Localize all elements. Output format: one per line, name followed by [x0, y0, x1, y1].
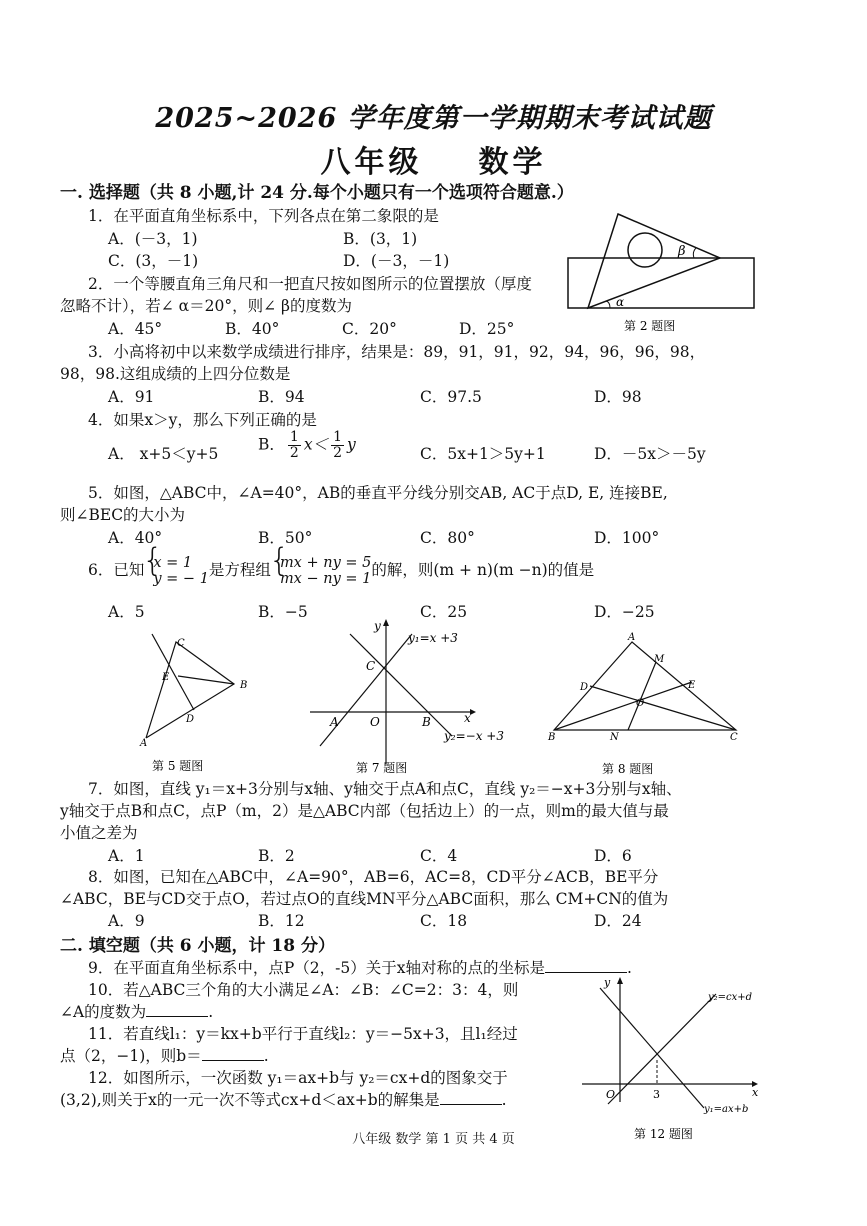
- origin-label-q12: O: [606, 1088, 616, 1101]
- q9-text: 9．在平面直角坐标系中，点P（2，-5）关于x轴对称的点的坐标是: [88, 959, 545, 977]
- q6-option-a: A．5: [108, 603, 145, 621]
- point-d-label-q8: D: [580, 682, 589, 693]
- q11-answer-blank[interactable]: [202, 1046, 264, 1061]
- triangle-ruler-shape: [588, 214, 720, 308]
- q12-line2: [60, 1088, 507, 1110]
- q4-stem: 4．如果x＞y，那么下列正确的是: [88, 411, 317, 429]
- q11-line2-text: 点（2，−1)，则b＝: [60, 1047, 202, 1065]
- q5-line2: 则∠BEC的大小为: [60, 506, 186, 524]
- alpha-label: α: [616, 295, 625, 309]
- x-axis-label-q12: x: [752, 1086, 759, 1099]
- q4-b-frac-1: $\frac{1}{2}$: [289, 429, 299, 461]
- q6-option-d: D．−25: [594, 603, 655, 621]
- q1-option-c: C．(3，－1): [108, 252, 199, 270]
- q11-line2: [60, 1044, 269, 1066]
- q10-line2: [60, 1000, 213, 1022]
- origin-label-q7: O: [370, 715, 380, 729]
- point-n-label-q8: N: [610, 732, 619, 743]
- q3-line1: 3．小高将初中以来数学成绩进行排序，结果是：89，91，91，92，94，96，96，98，: [88, 343, 706, 361]
- point-e-label-q8: E: [688, 680, 696, 691]
- line-y2-q12: [608, 994, 716, 1104]
- q7-option-a: A．1: [108, 847, 145, 865]
- q2-caption: 第 2 题图: [624, 319, 676, 333]
- figure-q12: [580, 970, 770, 1145]
- q12-caption: 第 12 题图: [634, 1127, 693, 1141]
- q12-answer-blank[interactable]: [440, 1090, 502, 1105]
- q5-option-b: B．50°: [258, 529, 313, 547]
- q1-option-d: D．(－3，－1): [343, 252, 450, 270]
- line-y2-label-q12: y₂=cx+d: [708, 992, 753, 1003]
- point-d-label: D: [186, 714, 195, 725]
- x-axis-label-q7: x: [464, 711, 471, 725]
- q2-line2: 忽略不计），若∠ α＝20°，则∠ β的度数为: [60, 297, 352, 315]
- point-a-label: A: [140, 738, 148, 749]
- point-c-label-q8: C: [730, 732, 738, 743]
- q8-caption: 第 8 题图: [602, 762, 654, 776]
- q7-caption: 第 7 题图: [356, 761, 408, 775]
- point-b-label-q8: B: [548, 732, 556, 743]
- exam-title: 2025~2026 学年度第一学期期末考试试题: [155, 103, 712, 134]
- line-y1-label: y₁=x +3: [408, 631, 458, 645]
- q6-mid: 是方程组: [208, 561, 271, 579]
- q12-line1: 12．如图所示，一次函数 y₁＝ax+b与 y₂＝cx+d的图象交于: [88, 1069, 508, 1087]
- q7-option-d: D．6: [594, 847, 632, 865]
- q5-line1: 5．如图，△ABC中，∠A=40°，AB的垂直平分线分别交AB, AC于点D, E, 连接BE,: [88, 484, 668, 502]
- q12-line2-text: (3,2),则关于x的一元一次不等式cx+d＜ax+b的解集是: [60, 1091, 440, 1109]
- q4-option-b: [258, 430, 356, 461]
- q4-b-frac-2: $\frac{1}{2}$: [333, 429, 342, 461]
- q1-option-a: A．(－3，1): [108, 230, 198, 248]
- q2-option-c: C．20°: [342, 320, 397, 338]
- grade-subject: [0, 137, 867, 181]
- q3-option-d: D．98: [594, 388, 642, 406]
- x-tick-3-label: 3: [653, 1088, 660, 1101]
- q7-line2: y轴交于点B和点C，点P（m，2）是△ABC内部（包括边上）的一点，则m的最大值与最: [60, 802, 669, 820]
- point-m-label-q8: M: [654, 654, 665, 665]
- y-axis-arrow-q12: [617, 977, 623, 984]
- figure-q7: [300, 614, 540, 778]
- q8-line2: ∠ABC，BE与CD交于点O，若过点O的直线MN平分△ABC面积，那么 CM+CN的值为: [60, 890, 669, 908]
- point-b-label: B: [240, 680, 248, 691]
- q11-line1: 11．若直线l₁：y＝kx+b平行于直线l₂：y＝−5x+3，且l₁经过: [88, 1025, 518, 1043]
- section-1-title: 一. 选择题（共 8 小题,计 24 分.每个小题只有一个选项符合题意.）: [60, 183, 574, 203]
- q5-caption: 第 5 题图: [152, 759, 204, 773]
- q2-option-d: D．25°: [459, 320, 515, 338]
- q6-system: { mx + ny = 5 mx − ny = 1: [271, 555, 371, 587]
- q6-stem: [88, 555, 594, 587]
- q5-option-c: C．80°: [420, 529, 475, 547]
- point-a-label-q7: A: [330, 715, 339, 729]
- figure-q8: [540, 632, 760, 778]
- q5-option-a: A．40°: [108, 529, 163, 547]
- q4-b-x: x＜: [303, 435, 329, 454]
- beta-label: β: [678, 244, 686, 259]
- q8-option-a: A．9: [108, 912, 145, 930]
- point-c-label: C: [177, 638, 185, 649]
- point-o-label-q8: O: [636, 698, 645, 709]
- point-b-label-q7: B: [422, 715, 431, 729]
- q3-line2: 98，98.这组成绩的上四分位数是: [60, 365, 291, 383]
- point-c-label-q7: C: [366, 659, 376, 673]
- point-a-label-q8: A: [628, 632, 636, 643]
- q3-option-c: C．97.5: [420, 388, 482, 406]
- figure-q5: [130, 628, 270, 778]
- q6-suffix: 的解，则(m + n)(m −n)的值是: [371, 561, 595, 579]
- beta-arc: [693, 248, 696, 258]
- q7-option-b: B．2: [258, 847, 295, 865]
- q10-line1: 10．若△ABC三个角的大小满足∠A：∠B：∠C=2：3：4，则: [88, 981, 519, 999]
- x-axis-arrow-q7: [470, 709, 476, 715]
- q1-stem: 1．在平面直角坐标系中，下列各点在第二象限的是: [88, 207, 439, 225]
- q12-end: .: [501, 1091, 507, 1109]
- q7-line1: 7．如图，直线 y₁＝x+3分别与x轴、y轴交于点A和点C，直线 y₂＝−x+3分别与x轴、: [88, 780, 682, 798]
- line-y1-label-q12: y₁=ax+b: [704, 1104, 749, 1115]
- q9-stem: [88, 956, 632, 978]
- section-2-title: 二. 填空题（共 6 小题，计 18 分）: [60, 936, 335, 956]
- q2-option-a: A．45°: [108, 320, 163, 338]
- y-axis-arrow-q7: [383, 619, 389, 626]
- q7-option-c: C．4: [420, 847, 458, 865]
- q4-option-d: D．－5x＞－5y: [594, 445, 706, 463]
- y-axis-label-q7: y: [374, 619, 381, 633]
- line-y2-label: y₂=−x +3: [444, 729, 504, 743]
- q8-line1: 8．如图，已知在△ABC中，∠A=90°，AB=6，AC=8，CD平分∠ACB，BE平分: [88, 868, 659, 886]
- point-e-label: E: [162, 672, 170, 683]
- q1-option-b: B．(3，1): [343, 230, 418, 248]
- q4-option-c: C．5x+1＞5y+1: [420, 445, 546, 463]
- q3-option-a: A．91: [108, 388, 155, 406]
- figure-q2: [560, 210, 760, 335]
- q11-end: .: [263, 1047, 269, 1065]
- q10-end: .: [208, 1003, 214, 1021]
- q2-line1: 2．一个等腰直角三角尺和一把直尺按如图所示的位置摆放（厚度: [88, 275, 532, 293]
- q8-option-d: D．24: [594, 912, 642, 930]
- line-y1-q12: [600, 988, 704, 1108]
- q2-option-b: B．40°: [225, 320, 280, 338]
- q6-solution: { x = 1 y = − 1: [144, 555, 209, 587]
- q3-option-b: B．94: [258, 388, 305, 406]
- q8-option-b: B．12: [258, 912, 305, 930]
- line-y2-q7: [350, 634, 452, 736]
- q10-line2-text: ∠A的度数为: [60, 1003, 147, 1021]
- q4-b-y: y: [346, 435, 356, 454]
- q5-option-d: D．100°: [594, 529, 660, 547]
- q10-answer-blank[interactable]: [146, 1002, 208, 1017]
- q6-prefix: 6．已知: [88, 561, 145, 579]
- q9-end: .: [627, 959, 632, 977]
- q4-b-prefix: B．: [258, 435, 285, 454]
- grade-label: 八年级: [320, 145, 423, 180]
- q8-option-c: C．18: [420, 912, 468, 930]
- subject-label: 数学: [478, 145, 547, 180]
- triangle-hole: [628, 233, 662, 267]
- y-axis-label-q12: y: [604, 976, 611, 989]
- q6-option-b: B．−5: [258, 603, 308, 621]
- q4-option-a: A． x+5＜y+5: [108, 445, 219, 463]
- page-footer: 八年级 数学 第 1 页 共 4 页: [352, 1132, 515, 1147]
- q6-option-c: C．25: [420, 603, 468, 621]
- alpha-arc: [606, 301, 610, 308]
- q7-line3: 小值之差为: [60, 824, 138, 842]
